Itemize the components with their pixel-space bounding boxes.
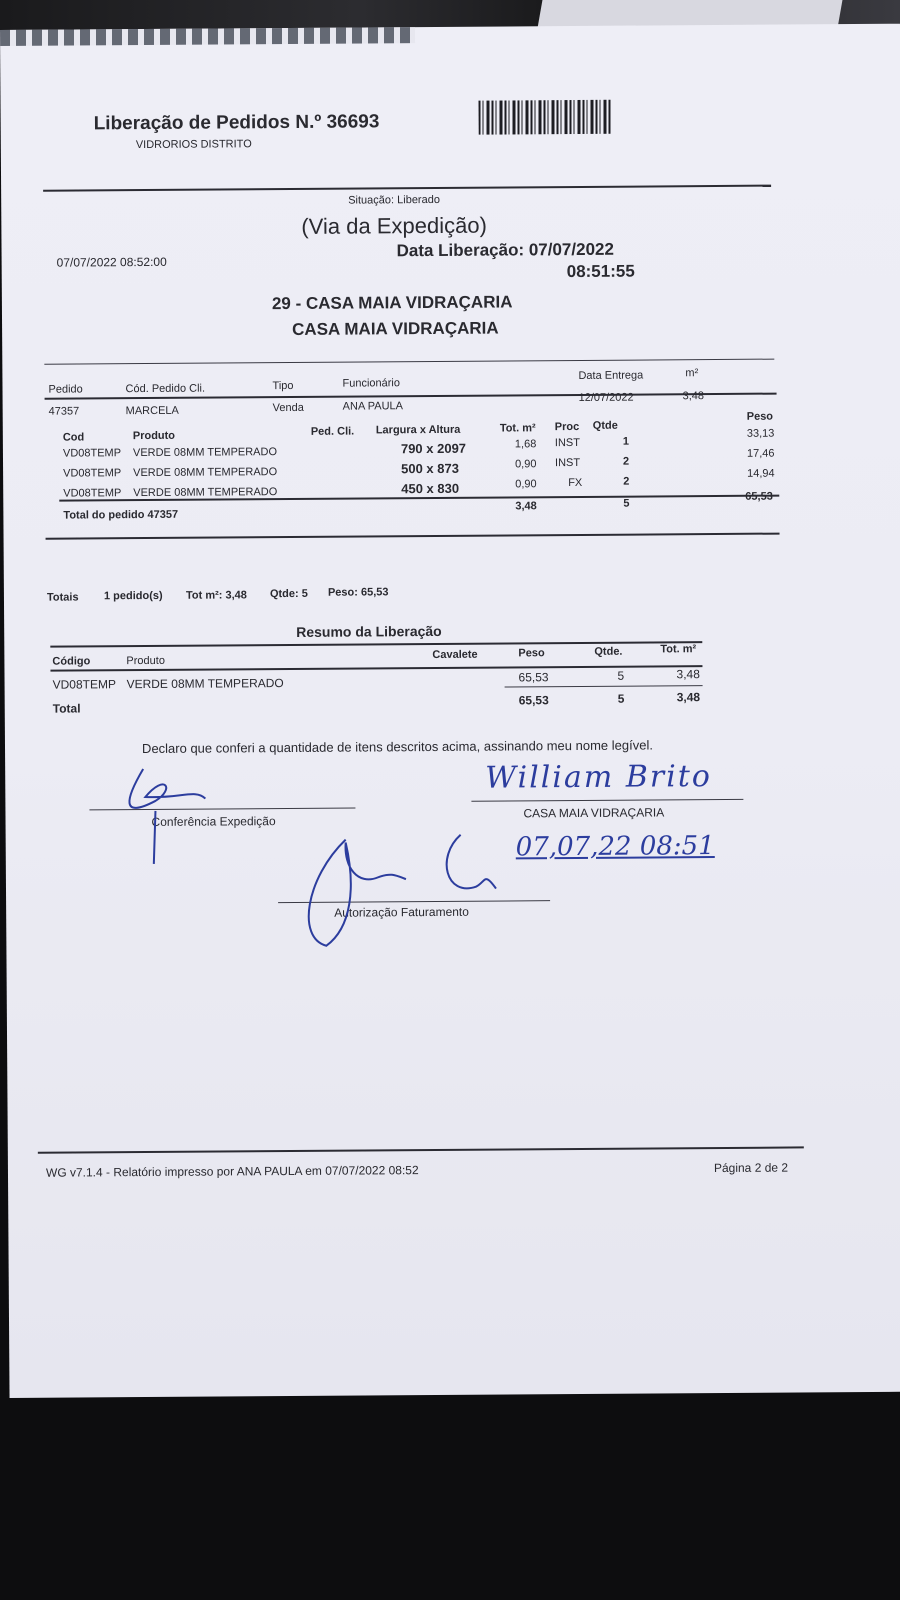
item-tot-m2: 1,68 [514, 438, 537, 451]
resumo-total-label: Total [52, 701, 81, 716]
totals-label: Totais [46, 591, 79, 604]
order-cod-pedido-cli: MARCELA [125, 404, 179, 418]
totals-pedidos: 1 pedido(s) [103, 589, 163, 603]
resumo-tot-m2: 3,48 [676, 667, 700, 682]
resumo-header-peso: Peso [518, 647, 545, 660]
item-dim: 790 x 2097 [400, 440, 467, 457]
item-peso: 14,94 [747, 467, 775, 480]
item-proc: INST [554, 456, 581, 470]
order-total-qtde: 5 [623, 497, 630, 510]
item-dim: 450 x 830 [401, 480, 460, 497]
resumo-qtde: 5 [617, 668, 625, 683]
company-name: VIDRORIOS DISTRITO [135, 138, 252, 152]
resumo-peso: 65,53 [518, 670, 549, 685]
totals-qtde: Qtde: 5 [269, 587, 308, 601]
item-peso: 17,46 [746, 447, 775, 460]
order-total-label: Total do pedido 47357 [63, 508, 179, 522]
item-produto: VERDE 08MM TEMPERADO [133, 466, 278, 480]
resumo-header-codigo: Código [52, 655, 91, 668]
item-header-largura-altura: Largura x Altura [375, 423, 461, 437]
data-liberacao: Data Liberação: 07/07/2022 [396, 239, 614, 261]
order-funcionario: ANA PAULA [342, 400, 404, 413]
order-total-peso: 65,53 [745, 490, 773, 503]
declaration-text: Declaro que conferi a quantidade de itens descritos acima, assinando meu nome legível. [141, 737, 653, 757]
resumo-total-qtde: 5 [617, 691, 625, 706]
item-header-tot-m2: Tot. m² [499, 422, 536, 435]
item-tot-m2: 0,90 [515, 478, 537, 491]
item-header-produto: Produto [132, 429, 176, 443]
order-tipo: Venda [272, 401, 304, 415]
item-header-cod: Cod [62, 431, 85, 444]
resumo-title: Resumo da Liberação [296, 622, 442, 640]
resumo-total-tot-m2: 3,48 [676, 690, 701, 705]
col-header-pedido: Pedido [48, 383, 83, 396]
client-code-name: 29 - CASA MAIA VIDRAÇARIA [271, 292, 513, 314]
totals-peso: Peso: 65,53 [327, 586, 389, 599]
item-produto: VERDE 08MM TEMPERADO [133, 486, 278, 500]
item-proc: FX [568, 476, 583, 490]
resumo-header-qtde: Qtde. [594, 645, 623, 658]
handwritten-date: 07,07,22 08:51 [515, 831, 715, 863]
resumo-header-produto: Produto [126, 654, 165, 668]
document-page [0, 24, 900, 1398]
item-header-proc: Proc [554, 420, 580, 434]
resumo-header-cavalete: Cavalete [432, 648, 478, 661]
order-m2: 3,48 [682, 390, 705, 403]
order-pedido: 47357 [48, 405, 80, 418]
item-cod: VD08TEMP [63, 487, 122, 500]
item-cod: VD08TEMP [62, 447, 122, 460]
client-name: CASA MAIA VIDRAÇARIA [292, 318, 499, 339]
item-peso: 33,13 [746, 427, 775, 440]
footer-page-number: Página 2 de 2 [713, 1160, 789, 1176]
status-situacao: Situação: Liberado [348, 193, 440, 207]
col-header-cod-pedido-cli: Cód. Pedido Cli. [125, 382, 206, 396]
label-autorizacao-faturamento: Autorização Faturamento [334, 904, 469, 920]
order-data-entrega: 12/07/2022 [578, 391, 634, 404]
col-header-tipo: Tipo [272, 379, 294, 393]
col-header-funcionario: Funcionário [342, 377, 401, 390]
resumo-total-peso: 65,53 [518, 693, 549, 708]
totals-tot-m2: Tot m²: 3,48 [185, 589, 247, 602]
item-dim: 500 x 873 [401, 460, 459, 477]
resumo-codigo: VD08TEMP [52, 677, 116, 692]
item-produto: VERDE 08MM TEMPERADO [132, 446, 278, 460]
printed-timestamp: 07/07/2022 08:52:00 [56, 254, 167, 270]
item-qtde: 1 [622, 435, 630, 448]
signature-autorizacao-ink [0, 24, 900, 1030]
item-qtde: 2 [622, 455, 630, 468]
footer-divider [38, 1146, 804, 1153]
resumo-produto: VERDE 08MM TEMPERADO [126, 676, 284, 692]
handwritten-name: William Brito [485, 759, 713, 796]
item-header-ped-cli: Ped. Cli. [310, 425, 355, 438]
item-cod: VD08TEMP [63, 467, 122, 480]
resumo-header-tot-m2: Tot. m² [660, 643, 697, 656]
item-tot-m2: 0,90 [515, 458, 537, 471]
hora-liberacao: 08:51:55 [566, 261, 635, 282]
via-label: (Via da Expedição) [301, 212, 487, 239]
order-total-tot-m2: 3,48 [515, 500, 537, 513]
item-header-peso: Peso [746, 410, 774, 423]
item-header-qtde: Qtde [592, 419, 618, 432]
label-conferencia-expedicao: Conferência Expedição [151, 814, 276, 829]
item-proc: INST [554, 436, 581, 450]
item-qtde: 2 [623, 475, 630, 488]
document-title: Liberação de Pedidos N.º 36693 [93, 111, 380, 135]
footer-print-info: WG v7.1.4 - Relatório impresso por ANA PAULA em 07/07/2022 08:52 [45, 1163, 419, 1180]
col-header-m2: m² [685, 367, 699, 380]
col-header-data-entrega: Data Entrega [578, 369, 644, 382]
label-cliente: CASA MAIA VIDRAÇARIA [523, 805, 665, 821]
